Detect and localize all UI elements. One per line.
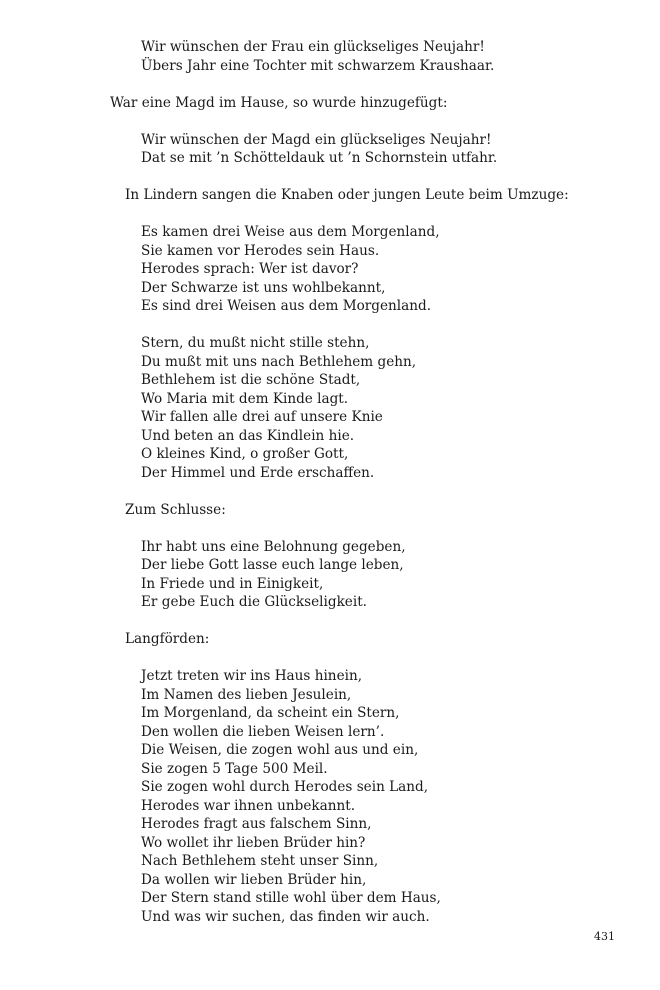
verse-line: Der Himmel und Erde erschaffen. bbox=[141, 464, 375, 481]
verse-line: Dat se mit ’n Schötteldauk ut ’n Schornstein utfahr. bbox=[141, 150, 498, 166]
verse-line: Ihr habt uns eine Belohnung gegeben, bbox=[141, 538, 406, 555]
prose-paragraph: Zum Schlusse: bbox=[125, 501, 226, 518]
verse-line: Der liebe Gott lasse euch lange leben, bbox=[141, 557, 404, 573]
verse-line: Wo wollet ihr lieben Brüder hin? bbox=[141, 834, 366, 851]
prose-paragraph: In Lindern sangen die Knaben oder jungen Leute beim Umzuge: bbox=[125, 187, 569, 203]
verse-block bbox=[0, 538, 660, 612]
verse-line: Im Morgenland, da scheint ein Stern, bbox=[141, 705, 400, 721]
verse-line: Den wollen die lieben Weisen lern’. bbox=[141, 723, 385, 740]
verse-line: Sie zogen 5 Tage 500 Meil. bbox=[141, 760, 328, 777]
verse-block bbox=[0, 38, 660, 75]
verse-line: Es kamen drei Weise aus dem Morgenland, bbox=[141, 224, 440, 240]
page-number: 431 bbox=[594, 930, 615, 943]
verse-line: Übers Jahr eine Tochter mit schwarzem Kraushaar. bbox=[141, 57, 495, 74]
verse-block bbox=[0, 667, 660, 926]
verse-line: Stern, du mußt nicht stille stehn, bbox=[141, 335, 370, 351]
prose-paragraph: War eine Magd im Hause, so wurde hinzugefügt: bbox=[110, 94, 448, 111]
verse-block bbox=[0, 223, 660, 316]
verse-line: Herodes war ihnen unbekannt. bbox=[141, 797, 356, 814]
verse-line: Es sind drei Weisen aus dem Morgenland. bbox=[141, 298, 432, 314]
verse-line: Er gebe Euch die Glückseligkeit. bbox=[141, 594, 367, 610]
page-text bbox=[0, 38, 660, 926]
verse-line: Die Weisen, die zogen wohl aus und ein, bbox=[141, 742, 419, 758]
verse-line: Nach Bethlehem steht unser Sinn, bbox=[141, 853, 379, 869]
verse-line: Der Stern stand stille wohl über dem Haus, bbox=[141, 890, 441, 906]
verse-line: Herodes fragt aus falschem Sinn, bbox=[141, 816, 372, 832]
verse-line: Und was wir suchen, das finden wir auch. bbox=[141, 908, 430, 925]
verse-block bbox=[0, 131, 660, 168]
verse-line: Bethlehem ist die schöne Stadt, bbox=[141, 372, 361, 388]
verse-line: Jetzt treten wir ins Haus hinein, bbox=[141, 668, 363, 684]
verse-line: Sie zogen wohl durch Herodes sein Land, bbox=[141, 779, 429, 795]
prose-paragraph: Langförden: bbox=[125, 631, 210, 647]
verse-line: Wir wünschen der Magd ein glückseliges Neujahr! bbox=[141, 131, 492, 148]
verse-line: Sie kamen vor Herodes sein Haus. bbox=[141, 242, 380, 259]
verse-line: In Friede und in Einigkeit, bbox=[141, 575, 324, 592]
verse-line: Herodes sprach: Wer ist davor? bbox=[141, 261, 359, 277]
verse-line: Wo Maria mit dem Kinde lagt. bbox=[141, 390, 349, 407]
verse-line: Und beten an das Kindlein hie. bbox=[141, 427, 355, 444]
verse-line: O kleines Kind, o großer Gott, bbox=[141, 446, 349, 462]
verse-line: Du mußt mit uns nach Bethlehem gehn, bbox=[141, 353, 417, 370]
verse-line: Der Schwarze ist uns wohlbekannt, bbox=[141, 279, 386, 296]
verse-line: Da wollen wir lieben Brüder hin, bbox=[141, 871, 367, 888]
verse-line: Wir wünschen der Frau ein glückseliges Neujahr! bbox=[141, 39, 485, 55]
verse-block bbox=[0, 334, 660, 482]
verse-line: Im Namen des lieben Jesulein, bbox=[141, 686, 352, 703]
verse-line: Wir fallen alle drei auf unsere Knie bbox=[141, 409, 383, 425]
